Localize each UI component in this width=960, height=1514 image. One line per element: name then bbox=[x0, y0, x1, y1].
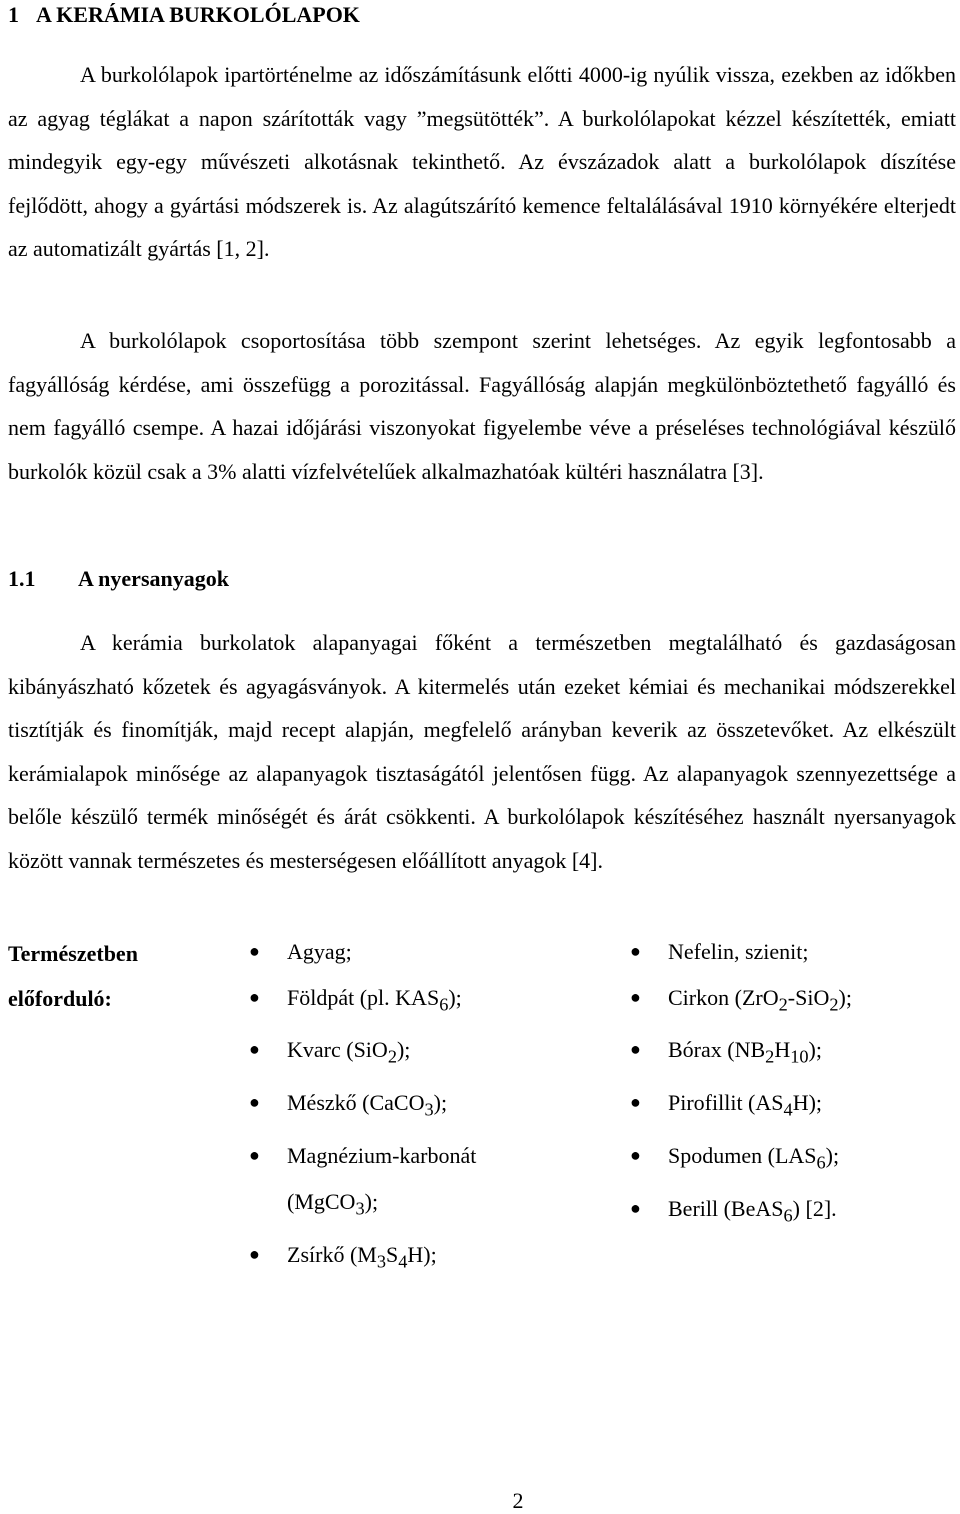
material-text: Bórax (NB bbox=[668, 1037, 766, 1063]
materials-list-right bbox=[630, 929, 950, 1239]
bullet-icon: ● bbox=[249, 986, 260, 1007]
material-text-end: ); bbox=[825, 1143, 840, 1169]
subscript: 10 bbox=[790, 1046, 809, 1067]
material-text-end: ); bbox=[396, 1037, 411, 1063]
material-text-end: ); bbox=[448, 984, 462, 1010]
material-text: Zsírkő (M bbox=[287, 1241, 377, 1267]
material-text: Nefelin, szienit; bbox=[668, 939, 809, 964]
subsection-number: 1.1 bbox=[8, 566, 36, 591]
bullet-icon: ● bbox=[630, 1039, 641, 1060]
material-text: Berill (BeAS bbox=[668, 1196, 784, 1222]
subscript: 3 bbox=[355, 1198, 365, 1219]
list-item bbox=[249, 1080, 549, 1133]
material-text-end: ) [2]. bbox=[792, 1196, 837, 1222]
subscript: 2 bbox=[778, 993, 788, 1014]
natural-materials-label-line-1: Természetben bbox=[8, 941, 138, 966]
subsection-title: A nyersanyagok bbox=[78, 566, 229, 591]
natural-materials-label-line-2: előforduló: bbox=[8, 986, 112, 1011]
list-item bbox=[249, 1027, 549, 1080]
materials-list-left bbox=[249, 929, 549, 1284]
page-number: 2 bbox=[512, 1488, 524, 1513]
intro-paragraph-2: A burkolólapok csoportosítása több szempont szerint lehetséges. Az egyik legfontosabb a fagyállóság kérdése, ami összefügg a porozitással. Fagyállóság alapján megkülönböztethető fagyálló és nem fagyálló csempe. A hazai időjárási viszonyokat figyelembe véve a préseléses technológiával készülő burkolók közül csak a 3% alatti vízfelvételűek alkalmazhatóak kültéri használatra [3]. bbox=[8, 328, 956, 484]
material-text-mid: H bbox=[774, 1037, 791, 1063]
bullet-icon: ● bbox=[249, 941, 260, 961]
section-heading bbox=[8, 1, 360, 29]
material-text-continuation bbox=[287, 1179, 549, 1232]
bullet-icon: ● bbox=[630, 941, 641, 961]
material-text: Kvarc (SiO bbox=[287, 1037, 388, 1063]
subscript: 2 bbox=[387, 1046, 397, 1067]
subsection-heading bbox=[8, 565, 229, 593]
material-text-mid: S bbox=[386, 1241, 399, 1267]
material-text: Magnézium-karbonát bbox=[287, 1143, 477, 1169]
list-item bbox=[630, 1080, 950, 1133]
subscript: 6 bbox=[783, 1205, 793, 1226]
subscript: 4 bbox=[398, 1250, 408, 1271]
subscript: 2 bbox=[829, 993, 839, 1014]
material-text: Spodumen (LAS bbox=[668, 1143, 817, 1169]
bullet-icon: ● bbox=[249, 1039, 260, 1060]
subscript: 4 bbox=[783, 1099, 793, 1120]
material-text: Pirofillit (AS bbox=[668, 1090, 784, 1116]
subscript: 2 bbox=[765, 1046, 775, 1067]
list-item bbox=[630, 1186, 950, 1239]
material-text: Földpát (pl. KAS bbox=[287, 984, 440, 1010]
subscript: 3 bbox=[376, 1250, 386, 1271]
intro-paragraph-1: A burkolólapok ipartörténelme az időszámításunk előtti 4000-ig nyúlik vissza, ezekben az időkben az agyag téglákat a napon szárították vagy ”megsütötték”. A burkolólapokat kézzel készítették, emiatt mindegyik egy-egy művészeti alkotásnak tekinthető. Az évszázadok alatt a burkolólapok díszítése fejlődött, ahogy a gyártási módszerek is. Az alagútszárító kemence feltalálásával 1910 környékére elterjedt az automatizált gyártás [1, 2]. bbox=[8, 62, 956, 261]
material-text: Cirkon (ZrO bbox=[668, 984, 779, 1010]
subscript: 3 bbox=[424, 1099, 434, 1120]
material-text-mid: -SiO bbox=[787, 984, 830, 1010]
list-item bbox=[630, 1133, 950, 1186]
bullet-icon: ● bbox=[249, 1092, 260, 1113]
subscript: 6 bbox=[816, 1152, 826, 1173]
section-number: 1 bbox=[8, 2, 19, 27]
list-item bbox=[630, 975, 950, 1028]
bullet-icon: ● bbox=[630, 986, 641, 1007]
list-item bbox=[249, 975, 549, 1028]
list-item bbox=[630, 929, 950, 975]
bullet-icon: ● bbox=[630, 1092, 641, 1113]
section-title: A KERÁMIA BURKOLÓLAPOK bbox=[36, 2, 360, 27]
material-text-end: H); bbox=[792, 1090, 823, 1116]
material-text-end: ); bbox=[364, 1188, 379, 1214]
subscript: 6 bbox=[439, 993, 449, 1014]
material-text-end: ); bbox=[838, 984, 852, 1010]
material-text: Mészkő (CaCO bbox=[287, 1090, 425, 1116]
material-text-end: ); bbox=[808, 1037, 822, 1063]
list-item bbox=[249, 1133, 549, 1231]
bullet-icon: ● bbox=[630, 1198, 641, 1219]
bullet-icon: ● bbox=[249, 1243, 260, 1264]
material-text: Agyag; bbox=[287, 939, 352, 964]
list-item bbox=[630, 1027, 950, 1080]
natural-materials-label bbox=[8, 931, 228, 1021]
material-text-end: H); bbox=[407, 1241, 437, 1267]
bullet-icon: ● bbox=[630, 1145, 641, 1166]
material-text-end: ); bbox=[433, 1090, 448, 1116]
raw-materials-paragraph: A kerámia burkolatok alapanyagai főként a természetben megtalálható és gazdaságosan kibányászható kőzetek és agyagásványok. A kitermelés után ezeket kémiai és mechanikai módszerekkel tisztítják és finomítják, majd recept alapján, megfelelő arányban keverik az összetevőket. Az elkészült kerámialapok minősége az alapanyagok tisztaságától jelentősen függ. Az alapanyagok szennyezettsége a belőle készülő termék minőségét és árát csökkenti. A burkolólapok készítéséhez használt nyersanyagok között vannak természetes és mesterségesen előállított anyagok [4]. bbox=[8, 630, 956, 873]
list-item bbox=[249, 1232, 549, 1285]
list-item bbox=[249, 929, 549, 975]
bullet-icon: ● bbox=[249, 1145, 260, 1166]
material-text: (MgCO bbox=[287, 1188, 356, 1214]
